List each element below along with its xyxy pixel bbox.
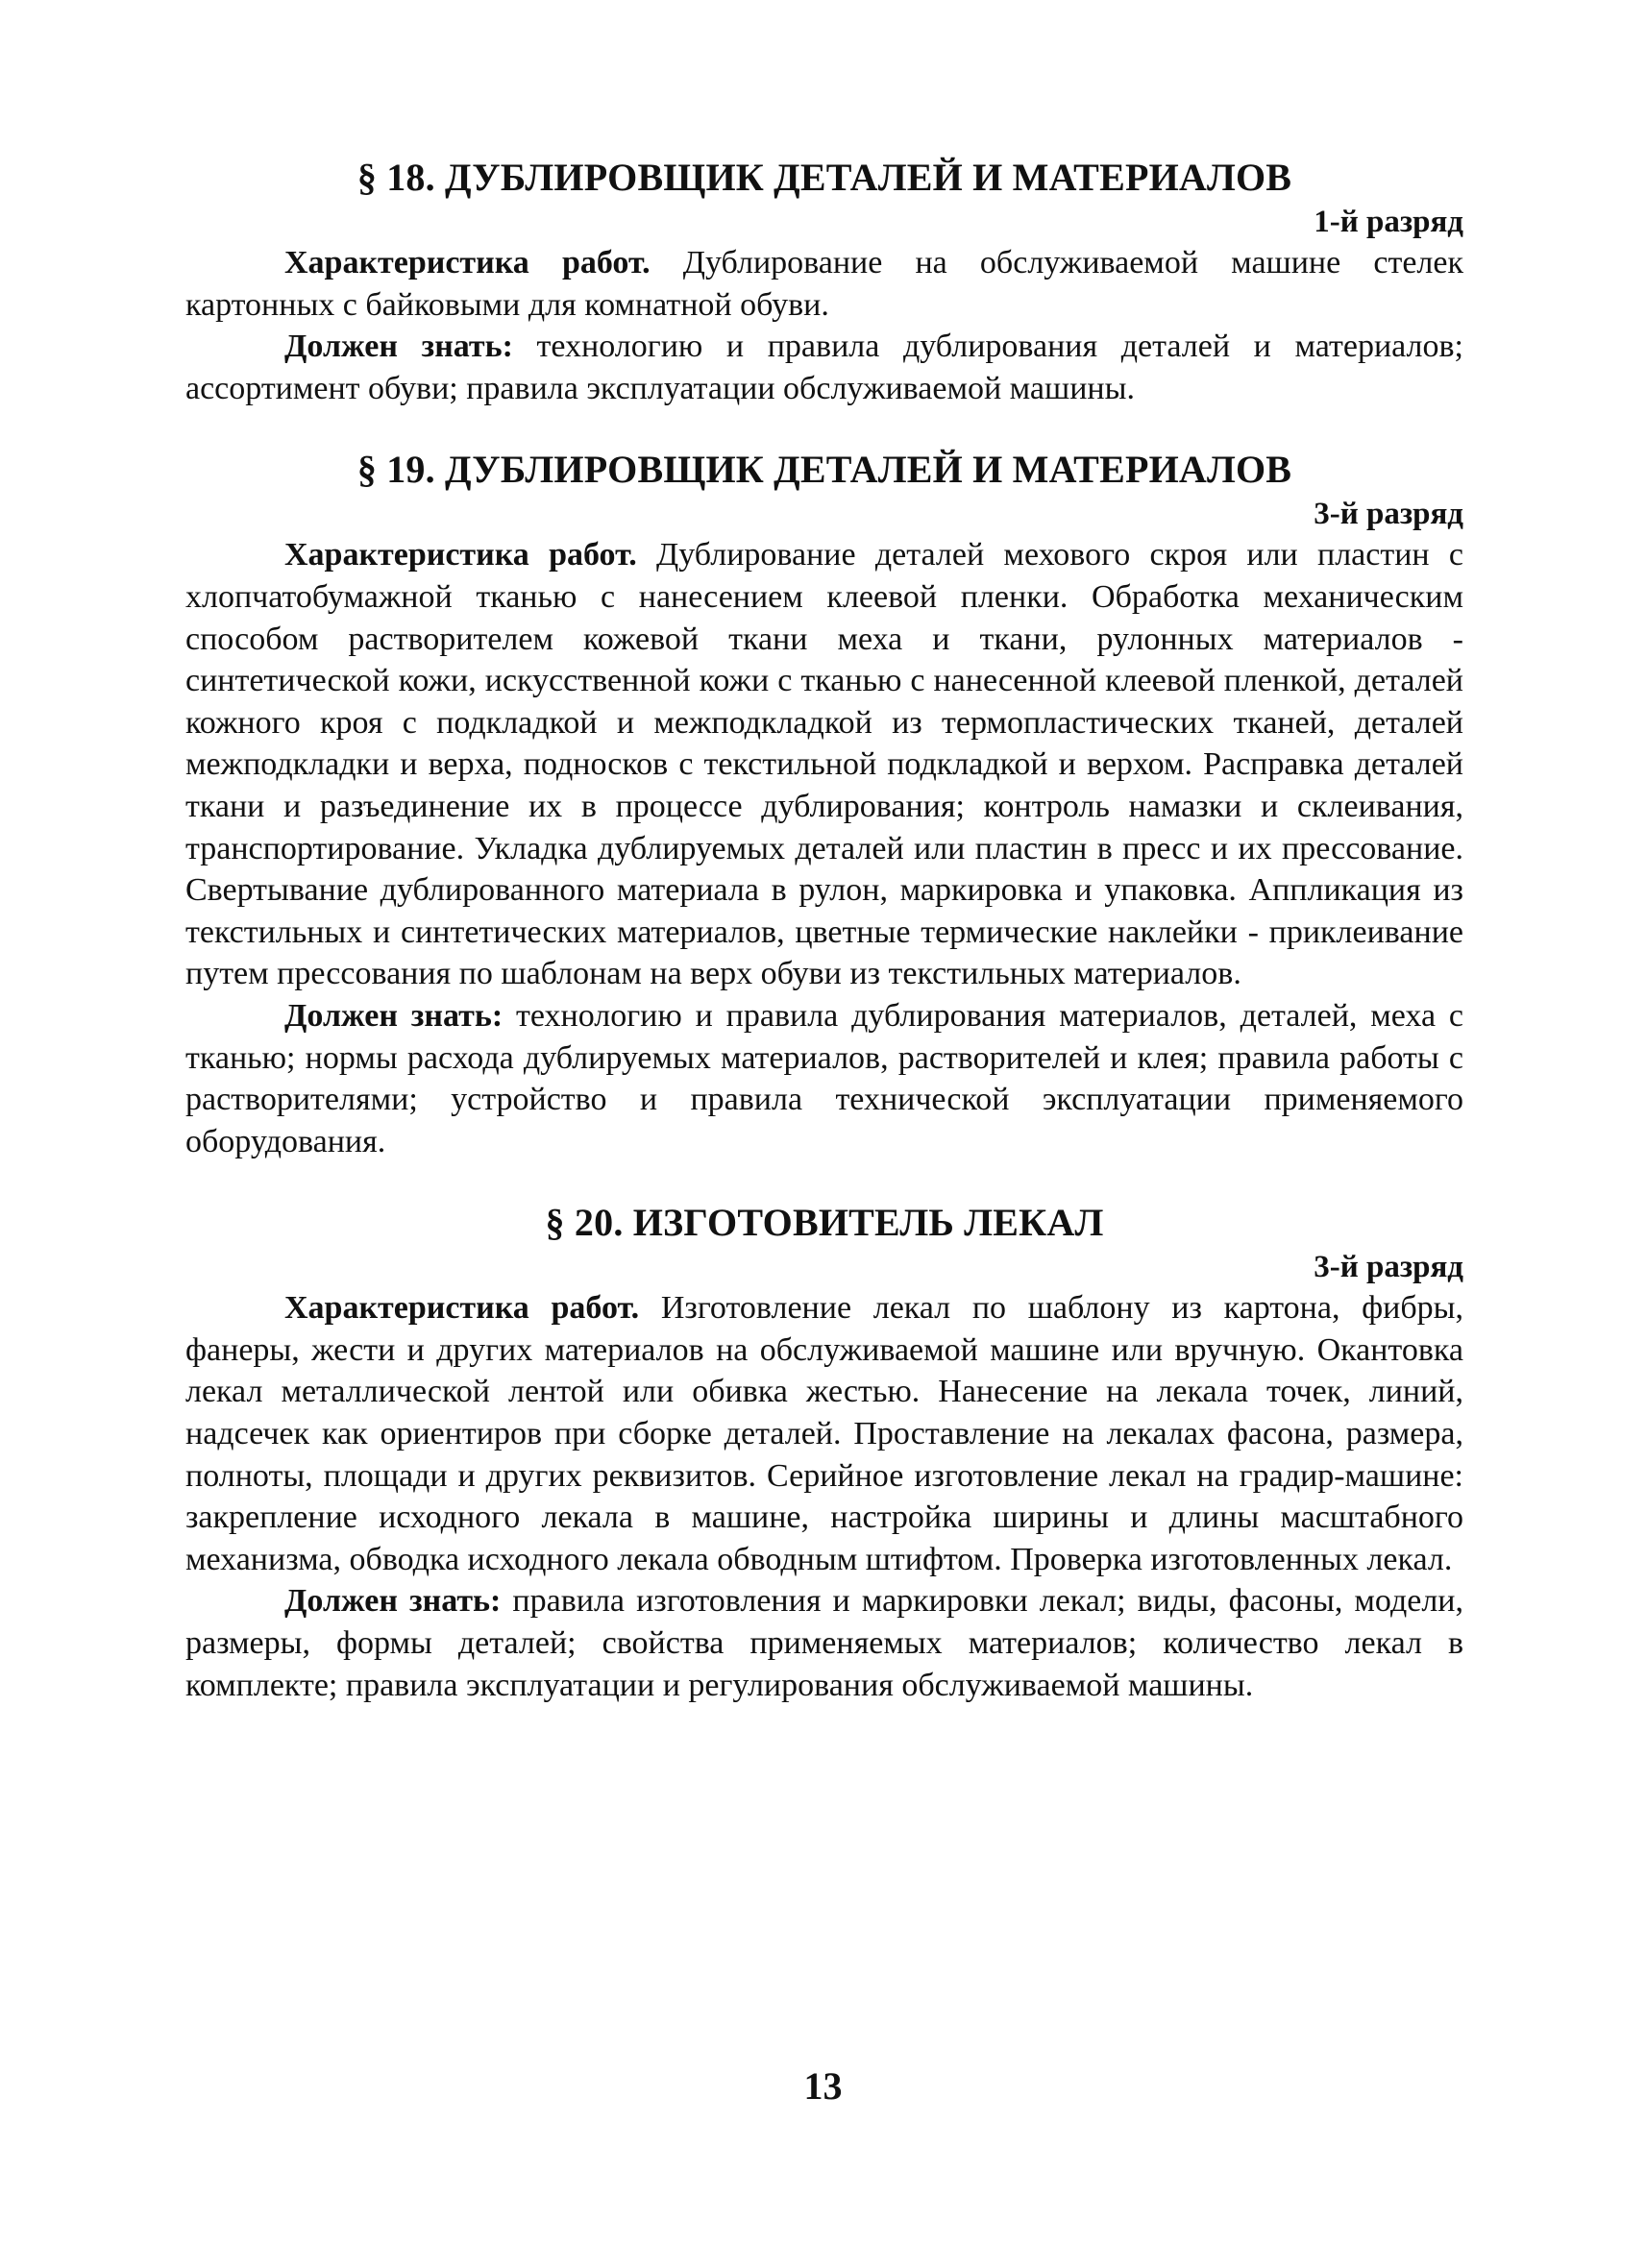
section-title: § 20. ИЗГОТОВИТЕЛЬ ЛЕКАЛ — [545, 1201, 1104, 1245]
section-title: § 19. ДУБЛИРОВЩИК ДЕТАЛЕЙ И МАТЕРИАЛОВ — [356, 448, 1292, 492]
knowledge-text: правила изготовления и маркировки лекал; виды, фасоны, модели, размеры, формы деталей; свойства применяемых материалов; количество лекал в комплекте; правила эксплуатации и регулирования обслуживаемой машины. — [185, 1583, 1464, 1703]
document-page — [185, 154, 1463, 1706]
characteristics-text: Дублирование деталей мехового скроя или пластин с хлопчатобумажной тканью с нанесением клеевой пленки. Обработка механическим способом растворителем кожевой ткани меха и ткани, рулонных материалов - синтетической кожи, искусственной кожи с тканью с нанесенной клеевой пленкой, деталей кожного кроя с подкладкой и межподкладкой из термопластических тканей, деталей межподкладки и верха, подносков с текстильной подкладкой и верхом. Расправка деталей ткани и разъединение их в процессе дублирования; контроль намазки и склеивания, транспортирование. Укладка дублируемых деталей или пластин в пресс и их прессование. Свертывание дублированного материала в рулон, маркировка и упаковка. Аппликация из текстильных и синтетических материалов, цветные термические наклейки - приклеивание путем прессования по шаблонам на верх обуви из текстильных материалов. — [185, 537, 1463, 992]
characteristics-text: Изготовление лекал по шаблону из картона, фибры, фанеры, жести и других материалов на обслуживаемой машине или вручную. Окантовка лекал металлической лентой или обивка жестью. Нанесение на лекала точек, линий, надсечек как ориентиров при сборке деталей. Проставление на лекалах фасона, размера, полноты, площади и других реквизитов. Серийное изготовление лекал на градир-машине: закрепление исходного лекала в машине, настройка ширины и длины масштабного механизма, обводка исходного лекала обводным штифтом. Проверка изготовленных лекал. — [185, 1290, 1463, 1577]
section-18 — [185, 154, 1463, 409]
required-knowledge-paragraph — [185, 995, 1463, 1162]
knowledge-text: технологию и правила дублирования материалов, деталей, меха с тканью; нормы расхода дублируемых материалов, растворителей и клея; правила работы с растворителями; устройство и правила технической эксплуатации применяемого оборудования. — [185, 997, 1463, 1159]
grade-label: 3-й разряд — [1314, 1250, 1463, 1285]
grade-label: 1-й разряд — [1314, 205, 1463, 239]
characteristics-label: Характеристика работ. — [284, 537, 637, 573]
work-characteristics-paragraph — [185, 534, 1463, 995]
section-19 — [185, 446, 1463, 1162]
characteristics-label: Характеристика работ. — [284, 1290, 640, 1327]
grade-label: 3-й разряд — [1314, 497, 1463, 532]
required-knowledge-paragraph — [185, 1580, 1463, 1706]
work-characteristics-paragraph — [185, 242, 1463, 326]
knowledge-label: Должен знать: — [284, 1583, 502, 1620]
knowledge-text: технологию и правила дублирования деталей и материалов; ассортимент обуви; правила эксплуатации обслуживаемой машины. — [185, 329, 1463, 406]
knowledge-label: Должен знать: — [284, 329, 513, 365]
work-characteristics-paragraph — [185, 1287, 1463, 1580]
required-knowledge-paragraph — [185, 326, 1463, 409]
knowledge-label: Должен знать: — [284, 997, 504, 1034]
characteristics-label: Характеристика работ. — [284, 245, 651, 280]
page-number: 13 — [803, 2064, 843, 2108]
characteristics-text: Дублирование на обслуживаемой машине стелек картонных с байковыми для комнатной обуви. — [185, 245, 1463, 323]
section-20 — [185, 1199, 1463, 1706]
section-title: § 18. ДУБЛИРОВЩИК ДЕТАЛЕЙ И МАТЕРИАЛОВ — [356, 156, 1292, 199]
